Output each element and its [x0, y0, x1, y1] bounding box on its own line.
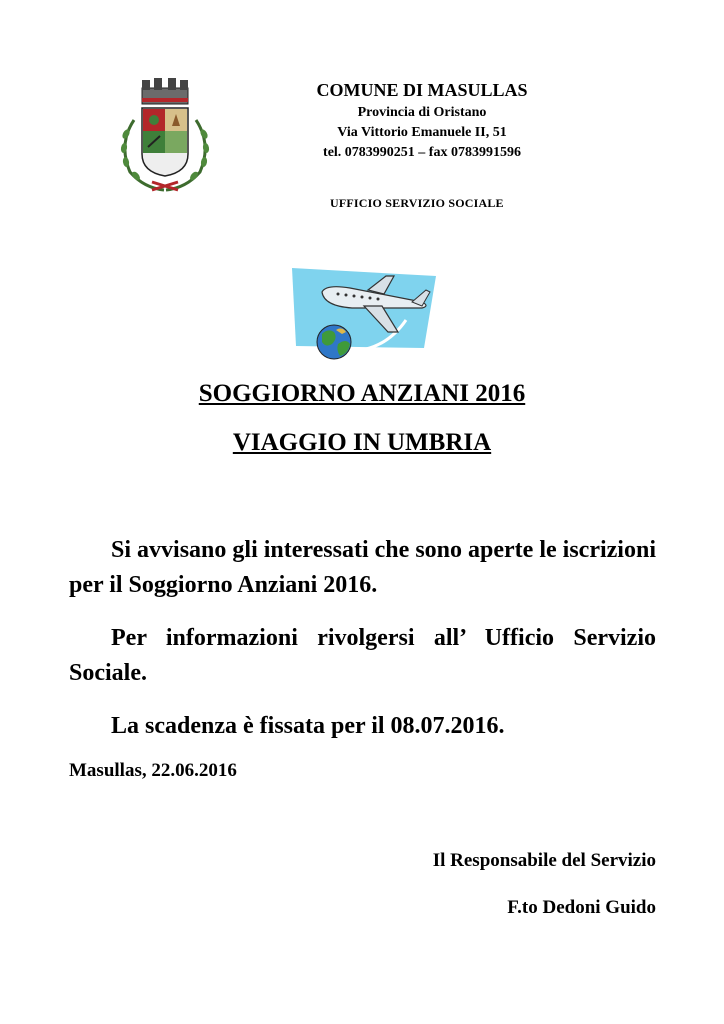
address-line: Via Vittorio Emanuele II, 51	[337, 125, 507, 140]
municipality-name: COMUNE DI MASULLAS	[316, 80, 528, 100]
announcement-paragraph: Si avvisano gli interessati che sono aperte le iscrizioni per il Soggiorno Anziani 2016.	[69, 537, 656, 598]
signatory-name: F.to Dedoni Guido	[507, 897, 656, 918]
notice-subtitle: VIAGGIO IN UMBRIA	[232, 429, 492, 456]
information-paragraph: Per informazioni rivolgersi all’ Ufficio Servizio Sociale.	[69, 625, 656, 686]
notice-title: SOGGIORNO ANZIANI 2016	[198, 380, 526, 407]
deadline-paragraph: La scadenza è fissata per il 08.07.2016.	[111, 713, 505, 739]
place-date: Masullas, 22.06.2016	[69, 760, 237, 781]
province-line: Provincia di Oristano	[357, 105, 487, 120]
contacts-line: tel. 0783990251 – fax 0783991596	[323, 145, 521, 160]
airplane-globe-icon	[290, 266, 438, 366]
crest-icon	[112, 72, 218, 194]
signatory-role: Il Responsabile del Servizio	[432, 850, 656, 871]
office-name: UFFICIO SERVIZIO SOCIALE	[330, 196, 504, 210]
